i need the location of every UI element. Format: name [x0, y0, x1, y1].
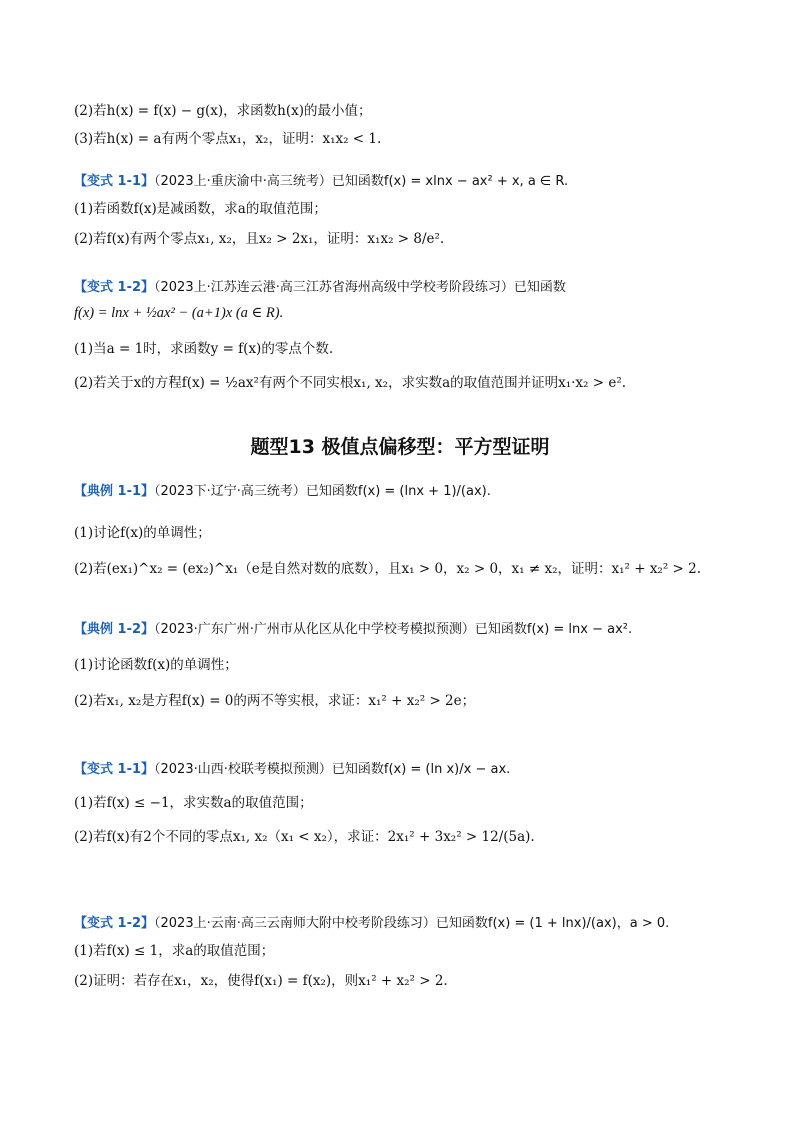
problem-part-2: (2)若h(x) = f(x) − g(x)，求函数h(x)的最小值；	[74, 103, 372, 119]
section-heading: 题型13 极值点偏移型：平方型证明	[250, 436, 550, 458]
variant-1-1b-part-2: (2)若f(x)有2个不同的零点x₁, x₂（x₁ < x₂），求证：2x₁² + 3x₂² > 12/(5a).	[74, 829, 535, 845]
variant-1-2-intro	[74, 276, 566, 299]
variant-1-2b-part-2: (2)证明：若存在x₁，x₂，使得f(x₁) = f(x₂)，则x₁² + x₂² > 2.	[74, 973, 448, 989]
variant-label: 【变式 1-2】	[74, 280, 155, 295]
variant-statement: （2023上·云南·高三云南师大附中校考阶段练习）已知函数f(x) = (1 + lnx)/(ax)，a > 0.	[154, 916, 670, 931]
variant-statement: （2023·山西·校联考模拟预测）已知函数f(x) = (ln x)/x − ax.	[154, 762, 511, 777]
example-statement: （2023·广东广州·广州市从化区从化中学校考模拟预测）已知函数f(x) = lnx − ax².	[154, 622, 633, 637]
example-label: 【典例 1-1】	[74, 484, 155, 499]
variant-label: 【变式 1-1】	[74, 762, 155, 777]
problem-part-3: (3)若h(x) = a有两个零点x₁，x₂，证明：x₁x₂ < 1.	[74, 131, 382, 147]
variant-1-1-intro	[74, 170, 568, 193]
variant-1-1-part-2: (2)若f(x)有两个零点x₁, x₂，且x₂ > 2x₁，证明：x₁x₂ > 8/e².	[74, 231, 445, 247]
example-1-2-part-1: (1)讨论函数f(x)的单调性；	[74, 657, 238, 673]
example-1-1-part-1: (1)讨论f(x)的单调性；	[74, 525, 211, 541]
example-1-1-part-2: (2)若(ex₁)^x₂ = (ex₂)^x₁（e是自然对数的底数），且x₁ > 0，x₂ > 0，x₁ ≠ x₂，证明：x₁² + x₂² > 2.	[74, 561, 702, 577]
variant-1-1b-intro	[74, 758, 510, 781]
variant-label: 【变式 1-1】	[74, 174, 155, 189]
example-1-1-intro	[74, 480, 491, 503]
variant-1-2b-intro	[74, 912, 669, 935]
example-1-2-part-2: (2)若x₁, x₂是方程f(x) = 0的两不等实根，求证：x₁² + x₂² > 2e；	[74, 693, 476, 709]
variant-1-1b-part-1: (1)若f(x) ≤ −1，求实数a的取值范围；	[74, 795, 313, 811]
variant-statement: （2023上·重庆渝中·高三统考）已知函数f(x) = xlnx − ax² + x, a ∈ R.	[154, 174, 569, 189]
example-statement: （2023下·辽宁·高三统考）已知函数f(x) = (lnx + 1)/(ax).	[154, 484, 491, 499]
example-1-2-intro	[74, 618, 632, 641]
variant-1-2b-part-1: (1)若f(x) ≤ 1，求a的取值范围；	[74, 943, 275, 959]
variant-1-2-part-1: (1)当a = 1时，求函数y = f(x)的零点个数.	[74, 341, 334, 357]
variant-label: 【变式 1-2】	[74, 916, 155, 931]
variant-statement: （2023上·江苏连云港·高三江苏省海州高级中学校考阶段练习）已知函数	[154, 280, 566, 295]
variant-1-2-part-2: (2)若关于x的方程f(x) = ½ax²有两个不同实根x₁, x₂，求实数a的取值范围并证明x₁·x₂ > e².	[74, 375, 627, 391]
variant-1-1-part-1: (1)若函数f(x)是减函数，求a的取值范围；	[74, 201, 327, 217]
example-label: 【典例 1-2】	[74, 622, 155, 637]
variant-1-2-function: f(x) = lnx + ½ax² − (a+1)x (a ∈ R).	[74, 305, 284, 321]
